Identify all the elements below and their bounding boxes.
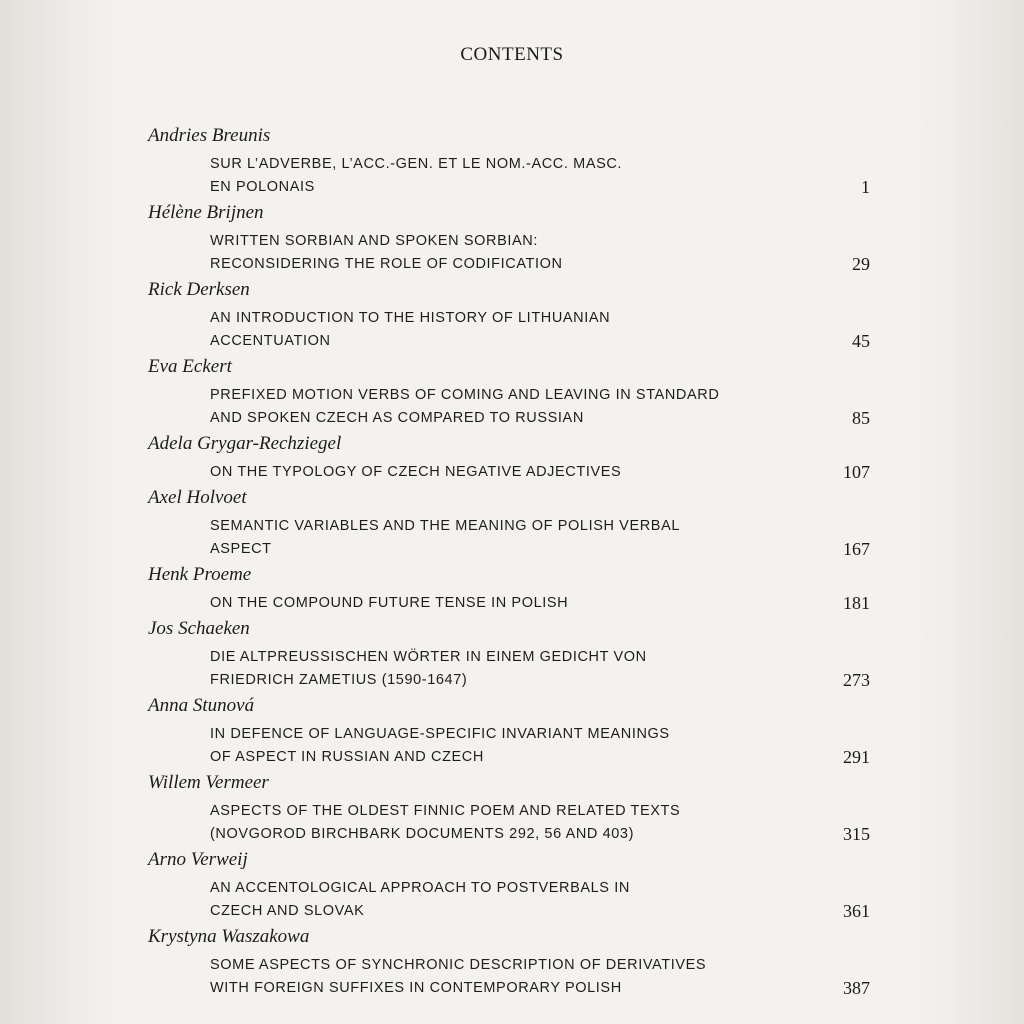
entry-page-number: 107 [843,462,870,482]
toc-entry [148,484,870,561]
entry-title [210,723,870,769]
entry-title-line: ACCENTUATION [210,333,331,349]
entry-title [210,877,870,923]
toc-entry [148,276,870,353]
entry-title-line: FRIEDRICH ZAMETIUS (1590-1647) [210,672,468,688]
toc-entry [148,561,870,615]
scan-shadow-left [0,0,120,1024]
entry-title-line: IN DEFENCE OF LANGUAGE-SPECIFIC INVARIANT MEANINGS [210,726,670,742]
toc-entry [148,615,870,692]
entry-title [210,384,870,430]
entry-page-number: 361 [843,901,870,921]
entry-author: Henk Proeme [148,564,252,585]
entry-author: Jos Schaeken [148,618,250,639]
entry-title-line: DIE ALTPREUSSISCHEN WÖRTER IN EINEM GEDICHT VON [210,649,647,665]
entry-author: Axel Holvoet [148,487,247,508]
table-of-contents [148,122,870,1000]
entry-title-line: SUR L’ADVERBE, L’ACC.-GEN. ET LE NOM.-ACC. MASC. [210,156,623,172]
toc-entry [148,430,870,484]
toc-entry [148,122,870,199]
entry-author: Arno Verweij [148,849,248,870]
entry-title-line: SOME ASPECTS OF SYNCHRONIC DESCRIPTION OF DERIVATIVES [210,957,707,973]
entry-title-line: ASPECT [210,541,272,557]
entry-title-line: WITH FOREIGN SUFFIXES IN CONTEMPORARY POLISH [210,980,622,996]
entry-author: Rick Derksen [148,279,250,300]
entry-title [210,461,870,484]
toc-entry [148,923,870,1000]
toc-entry [148,846,870,923]
entry-page-number: 29 [852,254,870,274]
entry-author: Krystyna Waszakowa [148,926,310,947]
toc-entry [148,692,870,769]
scan-shadow-right [914,0,1024,1024]
entry-title-line: AN INTRODUCTION TO THE HISTORY OF LITHUANIAN [210,310,611,326]
entry-author: Anna Stunová [148,695,255,716]
toc-entry [148,353,870,430]
entry-page-number: 167 [843,539,870,559]
entry-page-number: 387 [843,978,870,998]
entry-title-line: AN ACCENTOLOGICAL APPROACH TO POSTVERBALS IN [210,880,630,896]
entry-page-number: 315 [843,824,870,844]
entry-title-line: (NOVGOROD BIRCHBARK DOCUMENTS 292, 56 AND 403) [210,826,635,842]
entry-title-line: ASPECTS OF THE OLDEST FINNIC POEM AND RELATED TEXTS [210,803,681,819]
entry-title-line: WRITTEN SORBIAN AND SPOKEN SORBIAN: [210,233,538,249]
entry-page-number: 181 [843,593,870,613]
entry-author: Hélène Brijnen [148,202,264,223]
entry-title-line: ON THE COMPOUND FUTURE TENSE IN POLISH [210,595,569,611]
entry-author: Eva Eckert [148,356,232,377]
entry-title [210,230,870,276]
entry-page-number: 273 [843,670,870,690]
entry-page-number: 45 [852,331,870,351]
entry-title-line: OF ASPECT IN RUSSIAN AND CZECH [210,749,484,765]
entry-title-line: PREFIXED MOTION VERBS OF COMING AND LEAVING IN STANDARD [210,387,720,403]
toc-entry [148,199,870,276]
entry-page-number: 291 [843,747,870,767]
entry-title [210,954,870,1000]
entry-title-line: CZECH AND SLOVAK [210,903,365,919]
entry-title [210,515,870,561]
entry-title [210,153,870,199]
entry-title [210,646,870,692]
entry-title-line: ON THE TYPOLOGY OF CZECH NEGATIVE ADJECTIVES [210,464,622,480]
entry-author: Andries Breunis [148,125,271,146]
entry-page-number: 1 [861,177,870,197]
entry-title [210,307,870,353]
entry-title-line: RECONSIDERING THE ROLE OF CODIFICATION [210,256,563,272]
entry-author: Adela Grygar-Rechziegel [148,433,342,454]
entry-title [210,800,870,846]
entry-title-line: SEMANTIC VARIABLES AND THE MEANING OF POLISH VERBAL [210,518,681,534]
entry-page-number: 85 [852,408,870,428]
entry-title-line: AND SPOKEN CZECH AS COMPARED TO RUSSIAN [210,410,584,426]
entry-title [210,592,870,615]
entry-author: Willem Vermeer [148,772,269,793]
page-title: CONTENTS [460,44,564,65]
toc-entry [148,769,870,846]
entry-title-line: EN POLONAIS [210,179,315,195]
